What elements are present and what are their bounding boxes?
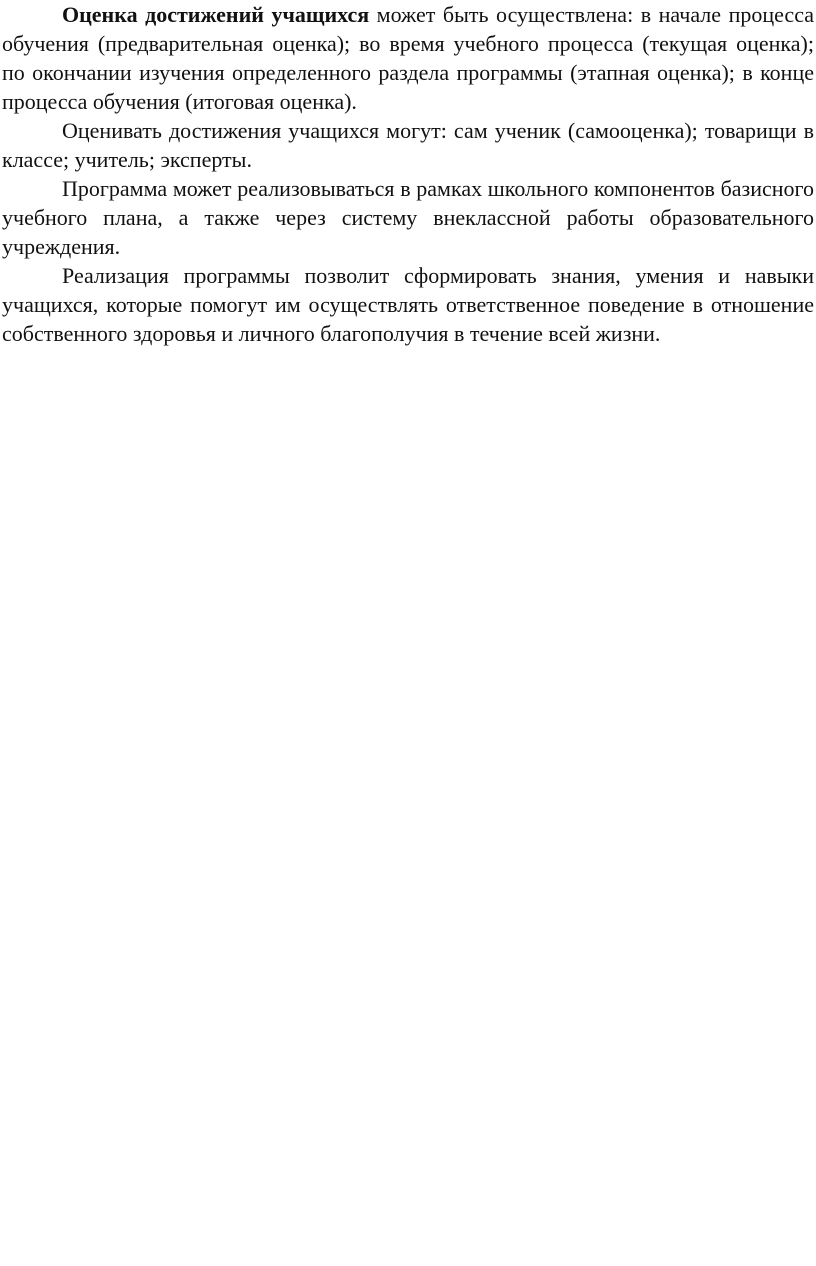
paragraph-text: Оценивать достижения учащихся могут: сам ученик (самооценка); товарищи в классе; учитель; эксперты. xyxy=(2,118,814,172)
paragraph-lead-bold: Оценка достижений учащихся xyxy=(62,2,370,27)
paragraph-text: Реализация программы позволит сформировать знания, умения и навыки учащихся, которые помогут им осуществлять ответственное поведение в отношение собственного здоровья и личного благополучия в течение всей жизни. xyxy=(2,263,814,346)
paragraph-program-implementation xyxy=(2,174,814,261)
paragraph-text: Программа может реализовываться в рамках школьного компонентов базисного учебного плана, а также через систему внеклассной работы образовательного учреждения. xyxy=(2,176,814,259)
paragraph-program-outcomes xyxy=(2,261,814,348)
paragraph-evaluators xyxy=(2,116,814,174)
document-body xyxy=(2,0,814,348)
paragraph-assessment xyxy=(2,0,814,116)
paragraph-text: может быть осуществлена: в начале процесса обучения (предварительная оценка); во время учебного процесса (текущая оценка); по окончании изучения определенного раздела программы (этапная оценка); в конце процесса обучения (итоговая оценка). xyxy=(2,2,814,114)
